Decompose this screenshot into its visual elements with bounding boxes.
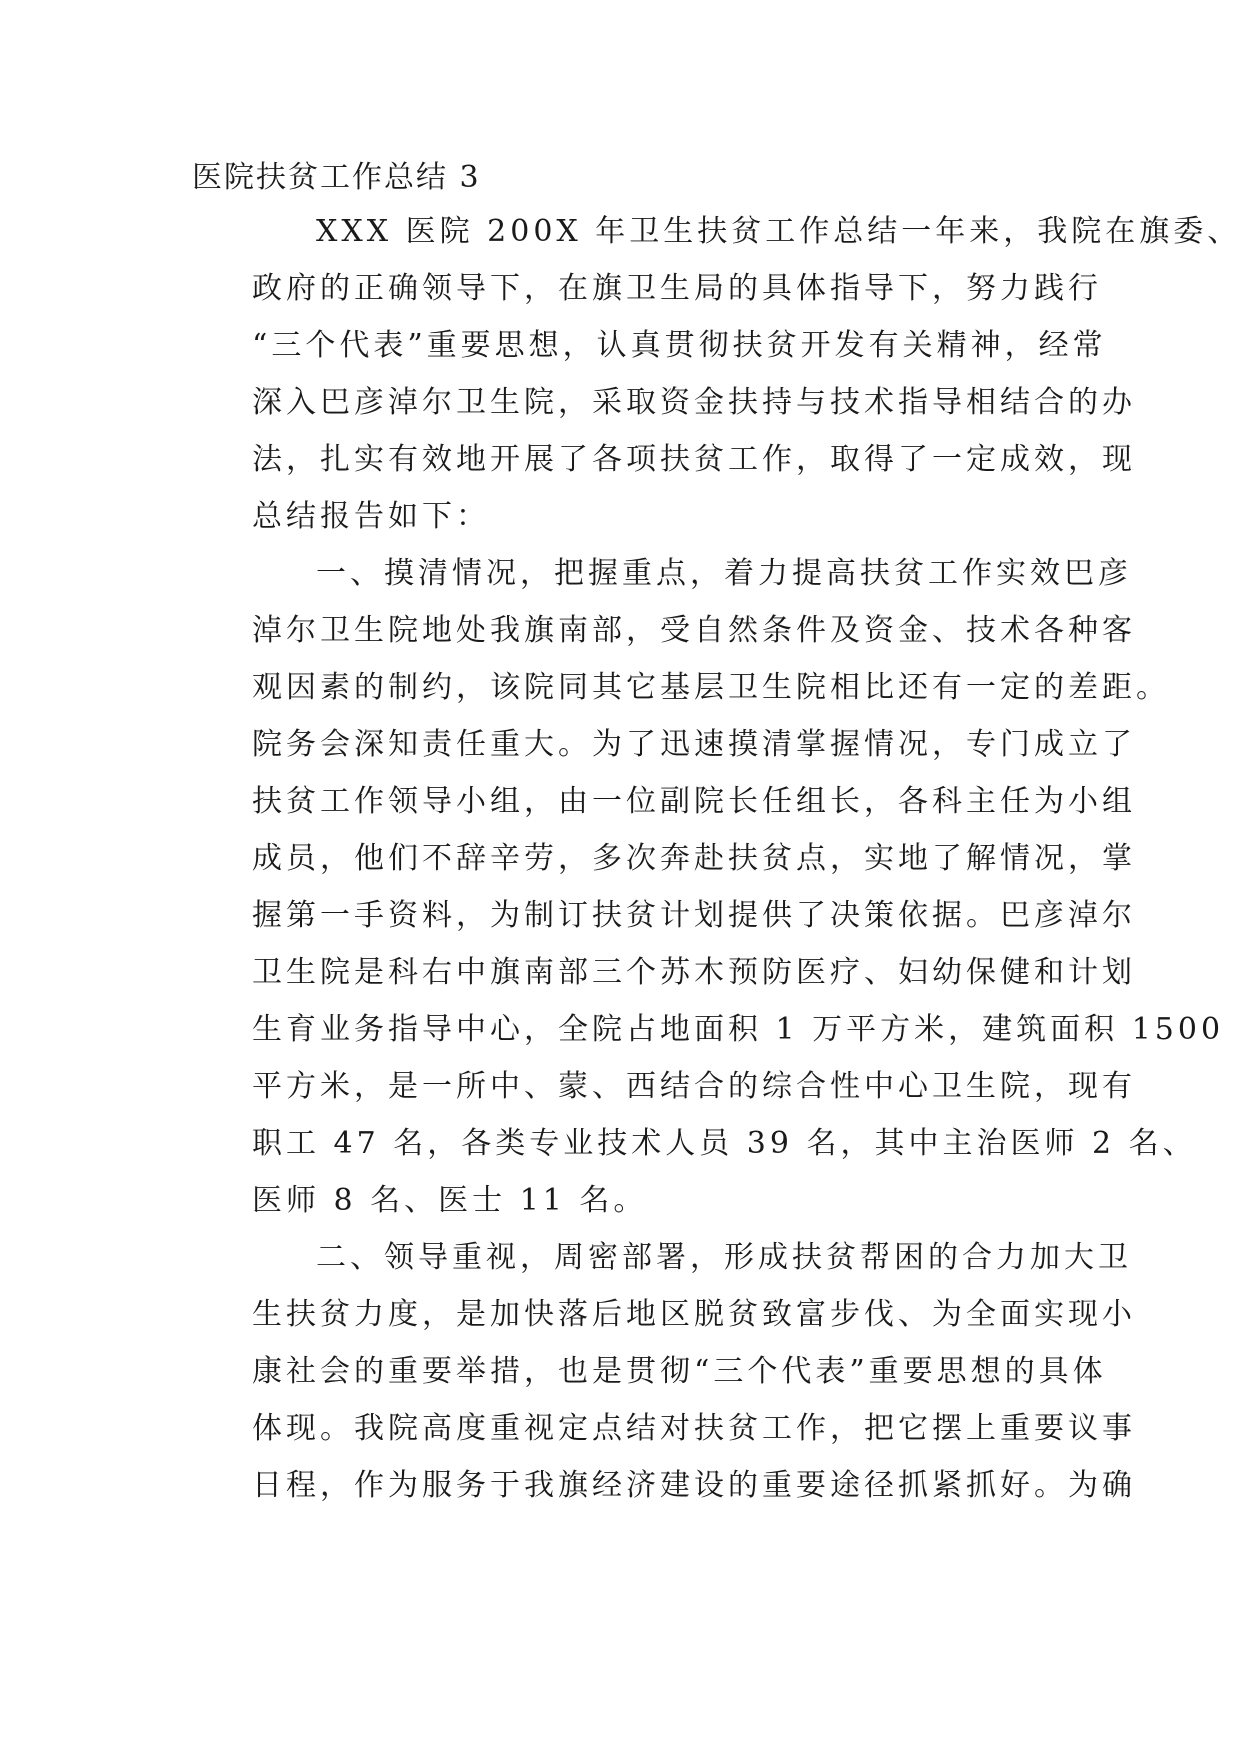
paragraph-intro xyxy=(192,203,1241,545)
text-line: 深入巴彦淖尔卫生院，采取资金扶持与技术指导相结合的办 xyxy=(252,385,1136,420)
text-line: 院务会深知责任重大。为了迅速摸清掌握情况，专门成立了 xyxy=(252,727,1136,762)
text-line: 生扶贫力度，是加快落后地区脱贫致富步伐、为全面实现小 xyxy=(252,1297,1136,1332)
text-line: 二、领导重视，周密部署，形成扶贫帮困的合力加大卫 xyxy=(316,1240,1132,1275)
text-line: 淖尔卫生院地处我旗南部，受自然条件及资金、技术各种客 xyxy=(252,613,1136,648)
text-line: 总结报告如下： xyxy=(252,499,490,534)
text-line: 日程，作为服务于我旗经济建设的重要途径抓紧抓好。为确 xyxy=(252,1468,1136,1503)
text-line: 职工 47 名，各类专业技术人员 39 名，其中主治医师 2 名、 xyxy=(252,1126,1197,1161)
text-line: 康社会的重要举措，也是贯彻“三个代表”重要思想的具体 xyxy=(252,1354,1107,1389)
text-line: “三个代表”重要思想，认真贯彻扶贫开发有关精神，经常 xyxy=(252,328,1107,363)
document-body xyxy=(192,203,1241,1514)
text-line: 卫生院是科右中旗南部三个苏木预防医疗、妇幼保健和计划 xyxy=(252,955,1136,990)
text-line: 一、摸清情况，把握重点，着力提高扶贫工作实效巴彦 xyxy=(316,556,1132,591)
text-line: 法，扎实有效地开展了各项扶贫工作，取得了一定成效，现 xyxy=(252,442,1136,477)
text-line: 医师 8 名、医士 11 名。 xyxy=(252,1183,648,1218)
text-line: 平方米，是一所中、蒙、西结合的综合性中心卫生院，现有 xyxy=(252,1069,1136,1104)
text-line: 生育业务指导中心，全院占地面积 1 万平方米，建筑面积 1500 xyxy=(252,1012,1225,1047)
paragraph-section-1 xyxy=(192,545,1225,1229)
text-line: 握第一手资料，为制订扶贫计划提供了决策依据。巴彦淖尔 xyxy=(252,898,1136,933)
text-line: 观因素的制约，该院同其它基层卫生院相比还有一定的差距。 xyxy=(252,670,1170,705)
document-title: 医院扶贫工作总结 3 xyxy=(192,160,481,195)
text-line: XXX 医院 200X 年卫生扶贫工作总结一年来，我院在旗委、 xyxy=(316,214,1241,249)
paragraph-section-2 xyxy=(192,1229,1136,1514)
text-line: 体现。我院高度重视定点结对扶贫工作，把它摆上重要议事 xyxy=(252,1411,1136,1446)
text-line: 成员，他们不辞辛劳，多次奔赴扶贫点，实地了解情况，掌 xyxy=(252,841,1136,876)
text-line: 扶贫工作领导小组，由一位副院长任组长，各科主任为小组 xyxy=(252,784,1136,819)
text-line: 政府的正确领导下，在旗卫生局的具体指导下，努力践行 xyxy=(252,271,1102,306)
